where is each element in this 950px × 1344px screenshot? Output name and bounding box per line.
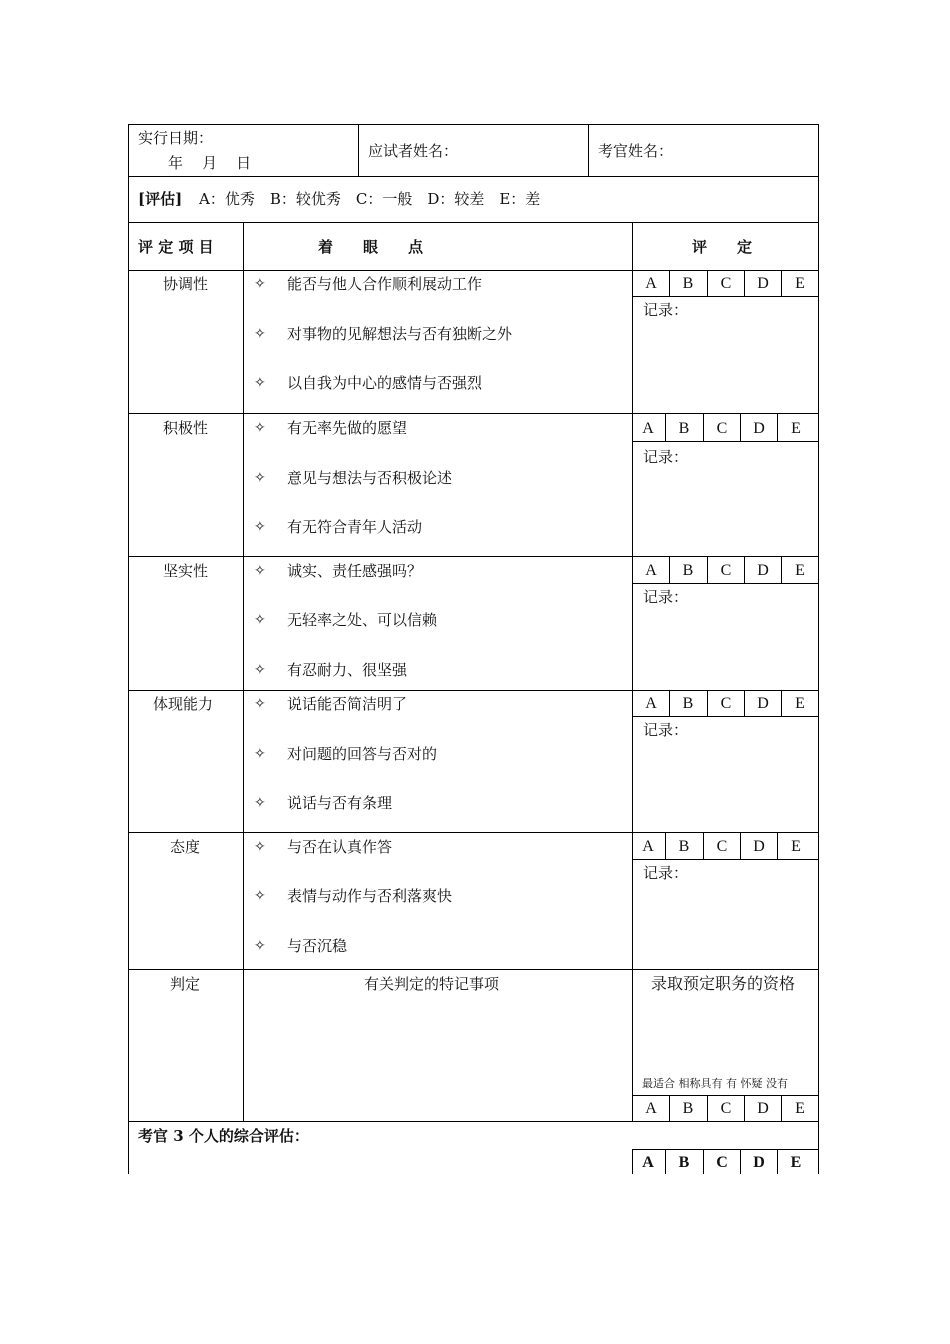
grade-option-d[interactable]: D	[753, 838, 765, 855]
overall-grade-c[interactable]: C	[716, 1154, 728, 1171]
column-focus: 着 眼 点	[318, 238, 424, 256]
overall-grade-b[interactable]: B	[678, 1154, 690, 1171]
record-label[interactable]: 记录：	[643, 301, 689, 319]
bullet-icon: ✧	[254, 938, 266, 954]
bullet-icon: ✧	[254, 696, 266, 712]
candidate-name-label[interactable]: 应试者姓名：	[368, 142, 459, 160]
overall-grade-a[interactable]: A	[642, 1154, 654, 1171]
grade-option-a[interactable]: A	[645, 275, 657, 292]
bullet-icon: ✧	[254, 563, 266, 579]
grade-option-a[interactable]: A	[645, 695, 657, 712]
divider	[632, 441, 819, 442]
bullet-icon: ✧	[254, 470, 266, 486]
table-border-top	[128, 124, 819, 125]
divider	[128, 270, 819, 271]
grade-option-b[interactable]: B	[678, 838, 690, 855]
grade-option-c[interactable]: C	[716, 838, 728, 855]
focus-point: 说话能否简洁明了	[287, 695, 408, 713]
bullet-icon: ✧	[254, 420, 266, 436]
bullet-icon: ✧	[254, 746, 266, 762]
grade-option-e[interactable]: E	[791, 420, 801, 437]
divider	[632, 222, 633, 1121]
grade-option-e[interactable]: E	[795, 562, 805, 579]
divider	[632, 296, 819, 297]
divider	[128, 1121, 819, 1122]
grade-option-d[interactable]: D	[753, 420, 765, 437]
divider	[632, 716, 819, 717]
record-label[interactable]: 记录：	[643, 721, 689, 739]
table-border-left	[128, 124, 129, 1174]
section-name: 态度	[170, 838, 201, 856]
bullet-icon: ✧	[254, 276, 266, 292]
grade-option-d[interactable]: D	[757, 1100, 769, 1117]
grade-option-a[interactable]: A	[645, 1100, 657, 1117]
divider	[128, 556, 819, 557]
grade-option-e[interactable]: E	[791, 838, 801, 855]
divider	[128, 832, 819, 833]
judgment-notes-title[interactable]: 有关判定的特记事项	[364, 975, 500, 993]
examiner-name-label[interactable]: 考官姓名：	[598, 142, 674, 160]
overall-grade-d[interactable]: D	[753, 1154, 765, 1171]
grade-option-c[interactable]: C	[720, 562, 732, 579]
grade-option-b[interactable]: B	[682, 695, 694, 712]
qualification-scale: 最适合 相称具有 有 怀疑 没有	[642, 1077, 788, 1090]
divider	[632, 1149, 819, 1150]
scale-definition: A：优秀 B：较优秀 C：一般 D：较差 E：差	[199, 190, 541, 208]
focus-point: 与否在认真作答	[287, 838, 393, 856]
grade-option-a[interactable]: A	[642, 838, 654, 855]
scale-label: [评估]	[138, 190, 183, 208]
bullet-icon: ✧	[254, 888, 266, 904]
grade-option-b[interactable]: B	[682, 275, 694, 292]
grade-option-e[interactable]: E	[795, 695, 805, 712]
grade-option-b[interactable]: B	[678, 420, 690, 437]
divider	[128, 176, 819, 177]
focus-point: 有忍耐力、很坚强	[287, 661, 408, 679]
focus-point: 能否与他人合作顺利展动工作	[287, 275, 483, 293]
section-name: 积极性	[163, 419, 209, 437]
focus-point: 意见与想法与否积极论述	[287, 469, 453, 487]
section-name: 协调性	[163, 275, 209, 293]
grade-option-d[interactable]: D	[757, 562, 769, 579]
grade-option-b[interactable]: B	[682, 1100, 694, 1117]
table-border-right	[818, 124, 819, 1174]
grade-option-c[interactable]: C	[716, 420, 728, 437]
divider	[632, 1095, 819, 1096]
focus-point: 诚实、责任感强吗？	[287, 562, 423, 580]
overall-grade-e[interactable]: E	[790, 1154, 802, 1171]
divider	[358, 124, 359, 176]
section-name: 体现能力	[153, 695, 214, 713]
record-label[interactable]: 记录：	[643, 864, 689, 882]
focus-point: 表情与动作与否利落爽快	[287, 887, 453, 905]
date-fields[interactable]: 年 月 日	[168, 154, 252, 172]
grade-option-c[interactable]: C	[720, 695, 732, 712]
focus-point: 无轻率之处、可以信赖	[287, 611, 438, 629]
record-label[interactable]: 记录：	[643, 588, 689, 606]
divider	[243, 222, 244, 1121]
column-item: 评 定 项 目	[138, 238, 214, 256]
grade-option-e[interactable]: E	[795, 275, 805, 292]
overall-evaluation-label: 考官 3 个人的综合评估：	[138, 1127, 309, 1145]
bullet-icon: ✧	[254, 519, 266, 535]
divider	[128, 690, 819, 691]
grade-option-a[interactable]: A	[645, 562, 657, 579]
divider	[128, 969, 819, 970]
focus-point: 以自我为中心的感情与否强烈	[287, 374, 483, 392]
focus-point: 有无符合青年人活动	[287, 518, 423, 536]
bullet-icon: ✧	[254, 795, 266, 811]
record-label[interactable]: 记录：	[643, 448, 689, 466]
divider	[128, 222, 819, 223]
bullet-icon: ✧	[254, 839, 266, 855]
grade-option-d[interactable]: D	[757, 695, 769, 712]
focus-point: 对问题的回答与否对的	[287, 745, 438, 763]
judgment-label: 判定	[170, 975, 201, 993]
divider	[632, 583, 819, 584]
divider	[588, 124, 589, 176]
column-rating: 评 定	[692, 238, 753, 256]
date-label: 实行日期：	[138, 129, 214, 147]
grade-option-a[interactable]: A	[642, 420, 654, 437]
divider	[632, 859, 819, 860]
focus-point: 有无率先做的愿望	[287, 419, 408, 437]
bullet-icon: ✧	[254, 612, 266, 628]
bullet-icon: ✧	[254, 326, 266, 342]
bullet-icon: ✧	[254, 662, 266, 678]
divider	[128, 413, 819, 414]
section-name: 坚实性	[163, 562, 209, 580]
grade-option-d[interactable]: D	[757, 275, 769, 292]
focus-point: 与否沉稳	[287, 937, 348, 955]
focus-point: 说话与否有条理	[287, 794, 393, 812]
qualification-title: 录取预定职务的资格	[651, 974, 796, 993]
focus-point: 对事物的见解想法与否有独断之外	[287, 325, 513, 343]
bullet-icon: ✧	[254, 375, 266, 391]
grade-option-b[interactable]: B	[682, 562, 694, 579]
grade-option-c[interactable]: C	[720, 275, 732, 292]
grade-option-c[interactable]: C	[720, 1100, 732, 1117]
grade-option-e[interactable]: E	[795, 1100, 805, 1117]
